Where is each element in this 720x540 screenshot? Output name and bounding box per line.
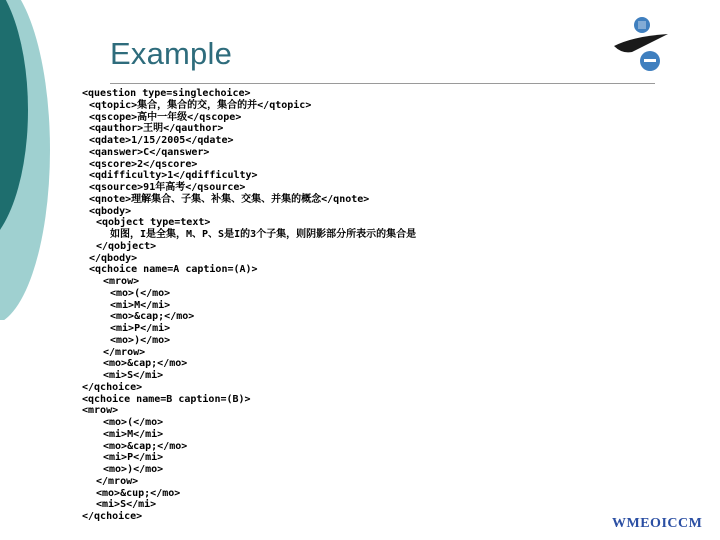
code-line: </qbody> [89, 252, 138, 264]
code-line: </qchoice> [82, 511, 143, 522]
code-line: <qdate>1/15/2005</qdate> [89, 135, 234, 146]
code-line: <qanswer>C</qanswer> [89, 146, 210, 158]
code-line: <qdifficulty>1</qdifficulty> [89, 170, 258, 182]
code-line: <mrow> [82, 405, 119, 417]
code-line: <qsource>91年高考</qsource> [89, 182, 246, 193]
code-line: <mi>S</mi> [96, 499, 157, 511]
code-line: <mrow> [103, 276, 140, 287]
code-line: <qscope>高中一年级</qscope> [89, 111, 242, 123]
code-line: </qobject> [96, 240, 157, 252]
code-line: <qchoice name=B caption=(B)> [82, 393, 251, 405]
code-line: </qchoice> [82, 381, 143, 393]
code-line: 如图，I是全集，M、P、S是I的3个子集，则阴影部分所表示的集合是 [110, 229, 417, 240]
code-line: <mo>)</mo> [110, 334, 171, 346]
code-line: <qtopic>集合，集合的交，集合的并</qtopic> [89, 99, 312, 111]
code-line: <mi>P</mi> [103, 452, 164, 464]
code-line: <mo>)</mo> [103, 464, 164, 475]
code-line: </mrow> [96, 475, 139, 487]
code-line: <mo>&cap;</mo> [103, 440, 188, 452]
code-line: <qscore>2</qscore> [89, 158, 198, 170]
code-line: </mrow> [103, 346, 146, 358]
code-line: <mo>(</mo> [110, 287, 171, 299]
code-line: <qauthor>王明</qauthor> [89, 123, 224, 135]
code-line: <mo>&cap;</mo> [110, 311, 195, 323]
code-line: <mo>(</mo> [103, 417, 164, 428]
title-divider [110, 83, 655, 84]
code-line: <mi>M</mi> [103, 428, 164, 440]
slide-title: Example [110, 36, 233, 71]
institution-logo-icon [612, 14, 670, 76]
code-line: <qchoice name=A caption=(A)> [89, 264, 258, 276]
code-line: <mo>&cap;</mo> [103, 358, 188, 370]
code-line: <question type=singlechoice> [82, 88, 251, 99]
code-line: <qobject type=text> [96, 217, 211, 229]
code-line: <mi>P</mi> [110, 323, 171, 334]
code-line: <qbody> [89, 205, 132, 217]
code-line: <mi>M</mi> [110, 299, 171, 311]
left-decoration [0, 0, 90, 320]
footer-logo: WMEOICCM [612, 516, 703, 531]
code-line: <qnote>理解集合、子集、补集、交集、并集的概念</qnote> [89, 193, 370, 205]
xml-code-block [82, 88, 622, 523]
code-line: <mo>&cup;</mo> [96, 487, 181, 499]
code-line: <mi>S</mi> [103, 370, 164, 381]
